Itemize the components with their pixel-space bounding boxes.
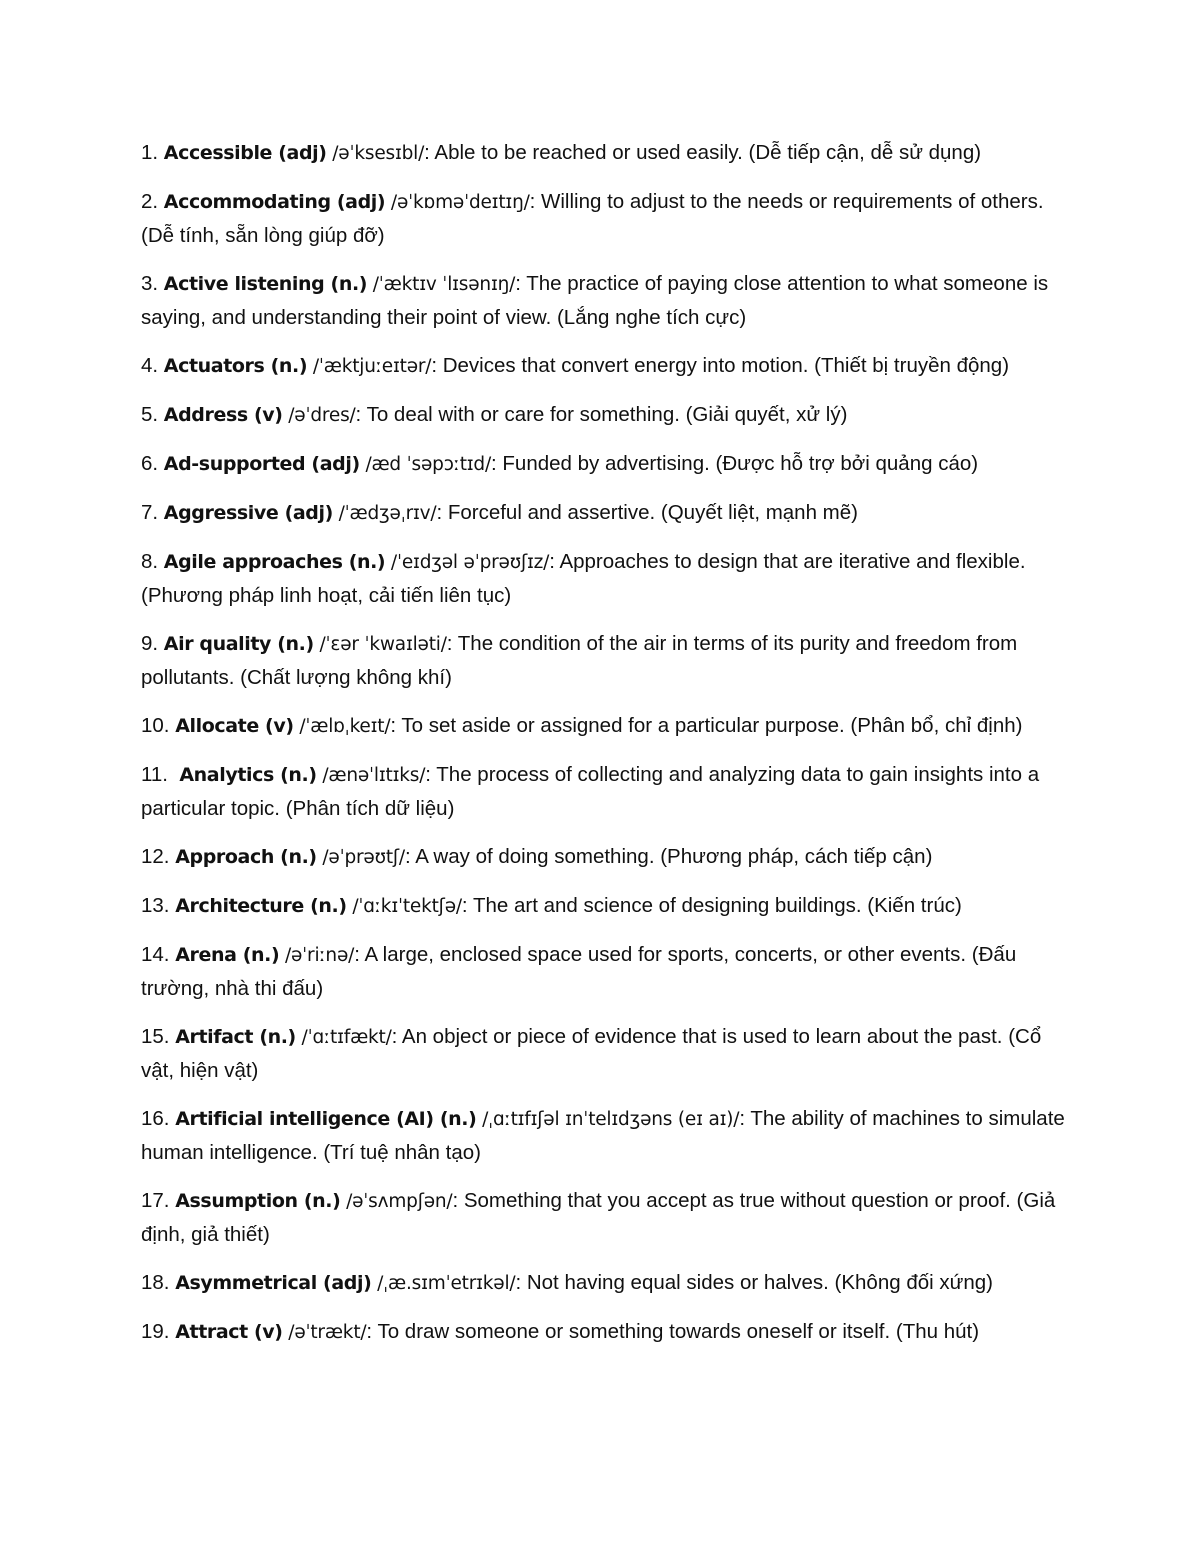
vocab-entry (141, 185, 1071, 252)
entry-term: Aggressive (adj) (163, 502, 333, 524)
vocab-entry (141, 1184, 1071, 1251)
vocab-entry (141, 349, 1071, 383)
entry-definition: : The process of collecting and analyzing data to gain insights into a particular topic. (Phân tích dữ liệu) (141, 763, 1040, 820)
entry-pronunciation: /əˈriːnə/ (284, 945, 355, 966)
entry-pronunciation: /ˈɑːtɪfækt/ (301, 1027, 392, 1048)
entry-term: Asymmetrical (adj) (175, 1272, 372, 1294)
entry-pronunciation: /ˈælɒˌkeɪt/ (299, 716, 391, 737)
entry-term: Active listening (n.) (163, 273, 368, 295)
entry-definition: : The art and science of designing buildings. (Kiến trúc) (461, 894, 962, 917)
entry-term: Arena (n.) (175, 944, 280, 966)
vocab-entry (141, 136, 1071, 170)
entry-number: 11. (141, 763, 180, 786)
entry-pronunciation: /əˈkɒməˈdeɪtɪŋ/ (390, 192, 530, 213)
entry-pronunciation: /əˈksesɪbl/ (332, 143, 425, 164)
entry-definition: : To set aside or assigned for a particular purpose. (Phân bổ, chỉ định) (390, 714, 1023, 737)
entry-number: 14. (141, 943, 176, 966)
entry-number: 16. (141, 1107, 176, 1130)
vocab-entry (141, 545, 1071, 612)
entry-pronunciation: /əˈtrækt/ (288, 1322, 367, 1343)
entry-definition: : A way of doing something. (Phương pháp, cách tiếp cận) (404, 845, 933, 868)
entry-number: 15. (141, 1025, 176, 1048)
vocab-entry (141, 267, 1071, 334)
entry-term: Architecture (n.) (175, 895, 347, 917)
entry-pronunciation: /ˈædʒəˌrɪv/ (338, 503, 437, 524)
entry-term: Assumption (n.) (175, 1190, 341, 1212)
entry-pronunciation: /ˈæktjuːeɪtər/ (312, 356, 432, 377)
entry-number: 19. (141, 1320, 176, 1343)
entry-definition: : The practice of paying close attention to what someone is saying, and understanding their point of view. (Lắng nghe tích cực) (141, 272, 1049, 329)
entry-definition: : The ability of machines to simulate human intelligence. (Trí tuệ nhân tạo) (141, 1107, 1065, 1164)
entry-number: 8. (141, 550, 164, 573)
vocab-entry (141, 1020, 1071, 1087)
entry-pronunciation: /ˌæ.sɪmˈetrɪkəl/ (377, 1273, 516, 1294)
vocab-entry (141, 1102, 1071, 1169)
vocab-entry (141, 840, 1071, 874)
entry-pronunciation: /ˌɑːtɪfɪʃəl ɪnˈtelɪdʒəns (eɪ aɪ)/ (482, 1109, 740, 1130)
entry-term: Air quality (n.) (163, 633, 314, 655)
entry-definition: : The condition of the air in terms of its purity and freedom from pollutants. (Chất lượng không khí) (141, 632, 1018, 689)
entry-definition: : Approaches to design that are iterative and flexible. (Phương pháp linh hoạt, cải tiến liên tục) (141, 550, 1026, 607)
vocab-entry (141, 398, 1071, 432)
entry-term: Agile approaches (n.) (163, 551, 386, 573)
entry-definition: : To draw someone or something towards oneself or itself. (Thu hút) (366, 1320, 980, 1343)
entry-term: Analytics (n.) (179, 764, 317, 786)
entry-pronunciation: /əˈsʌmpʃən/ (346, 1191, 453, 1212)
entry-number: 6. (141, 452, 164, 475)
entry-number: 10. (141, 714, 176, 737)
vocab-entry (141, 627, 1071, 694)
entry-definition: : Devices that convert energy into motion. (Thiết bị truyền động) (431, 354, 1010, 377)
entry-pronunciation: /əˈdres/ (288, 405, 356, 426)
entry-pronunciation: /ˈɑːkɪˈtektʃə/ (352, 896, 462, 917)
entry-definition: : Funded by advertising. (Được hỗ trợ bởi quảng cáo) (491, 452, 979, 475)
vocab-entry (141, 1315, 1071, 1349)
entry-number: 5. (141, 403, 164, 426)
entry-term: Address (v) (163, 404, 283, 426)
entry-term: Allocate (v) (175, 715, 294, 737)
entry-number: 3. (141, 272, 164, 295)
vocab-entry (141, 889, 1071, 923)
entry-definition: : An object or piece of evidence that is used to learn about the past. (Cổ vật, hiện vật) (141, 1025, 1042, 1082)
vocab-entry (141, 496, 1071, 530)
vocab-entry (141, 447, 1071, 481)
vocabulary-list (141, 136, 1071, 1364)
entry-number: 9. (141, 632, 164, 655)
entry-pronunciation: /əˈprəʊtʃ/ (322, 847, 405, 868)
entry-term: Attract (v) (175, 1321, 283, 1343)
entry-term: Approach (n.) (175, 846, 317, 868)
entry-number: 1. (141, 141, 164, 164)
vocab-entry (141, 758, 1071, 825)
entry-term: Artificial intelligence (AI) (n.) (175, 1108, 477, 1130)
entry-term: Artifact (n.) (175, 1026, 296, 1048)
entry-number: 2. (141, 190, 164, 213)
entry-term: Accommodating (adj) (163, 191, 386, 213)
entry-pronunciation: /æd ˈsəpɔːtɪd/ (365, 454, 492, 475)
entry-pronunciation: /ˈɛər ˈkwaɪləti/ (319, 634, 447, 655)
entry-pronunciation: /ænəˈlɪtɪks/ (322, 765, 426, 786)
entry-number: 4. (141, 354, 164, 377)
entry-number: 12. (141, 845, 176, 868)
vocab-entry (141, 709, 1071, 743)
entry-definition: : Something that you accept as true without question or proof. (Giả định, giả thiết) (141, 1189, 1056, 1246)
entry-number: 18. (141, 1271, 176, 1294)
entry-term: Ad-supported (adj) (163, 453, 360, 475)
entry-definition: : Able to be reached or used easily. (Dễ tiếp cận, dễ sử dụng) (424, 141, 982, 164)
entry-number: 17. (141, 1189, 176, 1212)
vocab-entry (141, 938, 1071, 1005)
entry-term: Actuators (n.) (163, 355, 308, 377)
entry-number: 7. (141, 501, 164, 524)
entry-pronunciation: /ˈeɪdʒəl əˈprəʊʃɪz/ (390, 552, 550, 573)
entry-number: 13. (141, 894, 176, 917)
vocab-entry (141, 1266, 1071, 1300)
entry-definition: : A large, enclosed space used for sports, concerts, or other events. (Đấu trường, nhà thi đấu) (141, 943, 1017, 1000)
entry-definition: : Not having equal sides or halves. (Không đối xứng) (515, 1271, 993, 1294)
entry-term: Accessible (adj) (163, 142, 327, 164)
entry-pronunciation: /ˈæktɪv ˈlɪsənɪŋ/ (372, 274, 516, 295)
entry-definition: : Willing to adjust to the needs or requirements of others. (Dễ tính, sẵn lòng giúp đỡ) (141, 190, 1044, 247)
entry-definition: : Forceful and assertive. (Quyết liệt, mạnh mẽ) (436, 501, 858, 524)
entry-definition: : To deal with or care for something. (Giải quyết, xử lý) (355, 403, 848, 426)
